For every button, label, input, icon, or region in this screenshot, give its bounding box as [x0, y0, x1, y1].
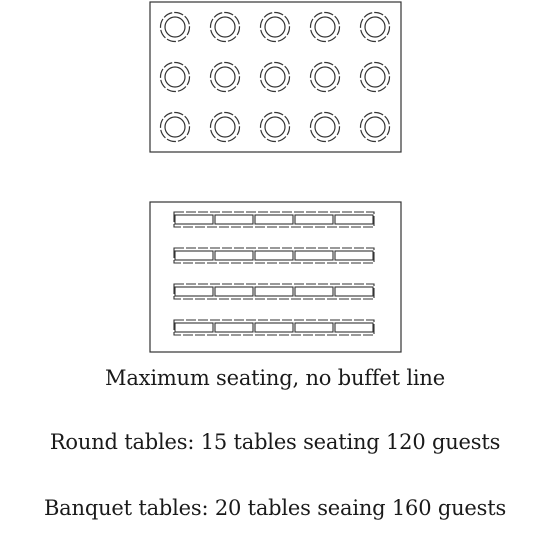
- banquet-table: [215, 215, 253, 224]
- banquet-table: [215, 287, 253, 296]
- banquet-table: [335, 323, 373, 332]
- table-top: [315, 17, 335, 37]
- banquet-table: [215, 251, 253, 260]
- banquet-table: [255, 251, 293, 260]
- banquet-table: [335, 215, 373, 224]
- table-top: [265, 117, 285, 137]
- round-table: [361, 13, 390, 42]
- table-top: [315, 117, 335, 137]
- banquet-table: [175, 323, 213, 332]
- banquet-table: [295, 251, 333, 260]
- round-table: [311, 13, 340, 42]
- round-table: [211, 13, 240, 42]
- layout-heading: Maximum seating, no buffet line: [105, 366, 445, 390]
- round-table: [261, 63, 290, 92]
- banquet-row: [174, 320, 374, 335]
- round-room-outline: [150, 2, 401, 152]
- chairs-outline: [174, 212, 374, 227]
- round-table: [261, 113, 290, 142]
- table-top: [165, 67, 185, 87]
- banquet-table-layout: [150, 202, 401, 352]
- banquet-table: [295, 287, 333, 296]
- banquet-table: [335, 251, 373, 260]
- chairs-outline: [174, 320, 374, 335]
- table-top: [265, 67, 285, 87]
- round-table: [361, 113, 390, 142]
- banquet-table: [175, 251, 213, 260]
- round-table: [311, 63, 340, 92]
- round-table: [211, 113, 240, 142]
- banquet-row: [174, 248, 374, 263]
- banquet-row: [174, 212, 374, 227]
- table-top: [215, 117, 235, 137]
- banquet-table: [335, 287, 373, 296]
- banquet-table: [175, 287, 213, 296]
- table-top: [215, 17, 235, 37]
- round-table: [261, 13, 290, 42]
- round-table: [211, 63, 240, 92]
- round-table-layout: [150, 2, 401, 152]
- banquet-table: [255, 287, 293, 296]
- banquet-table: [255, 323, 293, 332]
- chairs-outline: [174, 284, 374, 299]
- chairs-outline: [174, 248, 374, 263]
- round-tables-caption: Round tables: 15 tables seating 120 guests: [49, 430, 501, 454]
- banquet-table: [215, 323, 253, 332]
- table-top: [265, 17, 285, 37]
- table-top: [365, 17, 385, 37]
- round-table: [161, 13, 190, 42]
- table-top: [365, 117, 385, 137]
- banquet-table: [295, 215, 333, 224]
- table-top: [215, 67, 235, 87]
- table-top: [165, 117, 185, 137]
- banquet-row: [174, 284, 374, 299]
- round-table: [311, 113, 340, 142]
- round-table: [161, 113, 190, 142]
- table-top: [365, 67, 385, 87]
- table-top: [315, 67, 335, 87]
- banquet-table: [175, 215, 213, 224]
- banquet-table: [255, 215, 293, 224]
- table-top: [165, 17, 185, 37]
- banquet-table: [295, 323, 333, 332]
- banquet-tables-caption: Banquet tables: 20 tables seaing 160 guests: [43, 496, 507, 520]
- round-table: [161, 63, 190, 92]
- round-table: [361, 63, 390, 92]
